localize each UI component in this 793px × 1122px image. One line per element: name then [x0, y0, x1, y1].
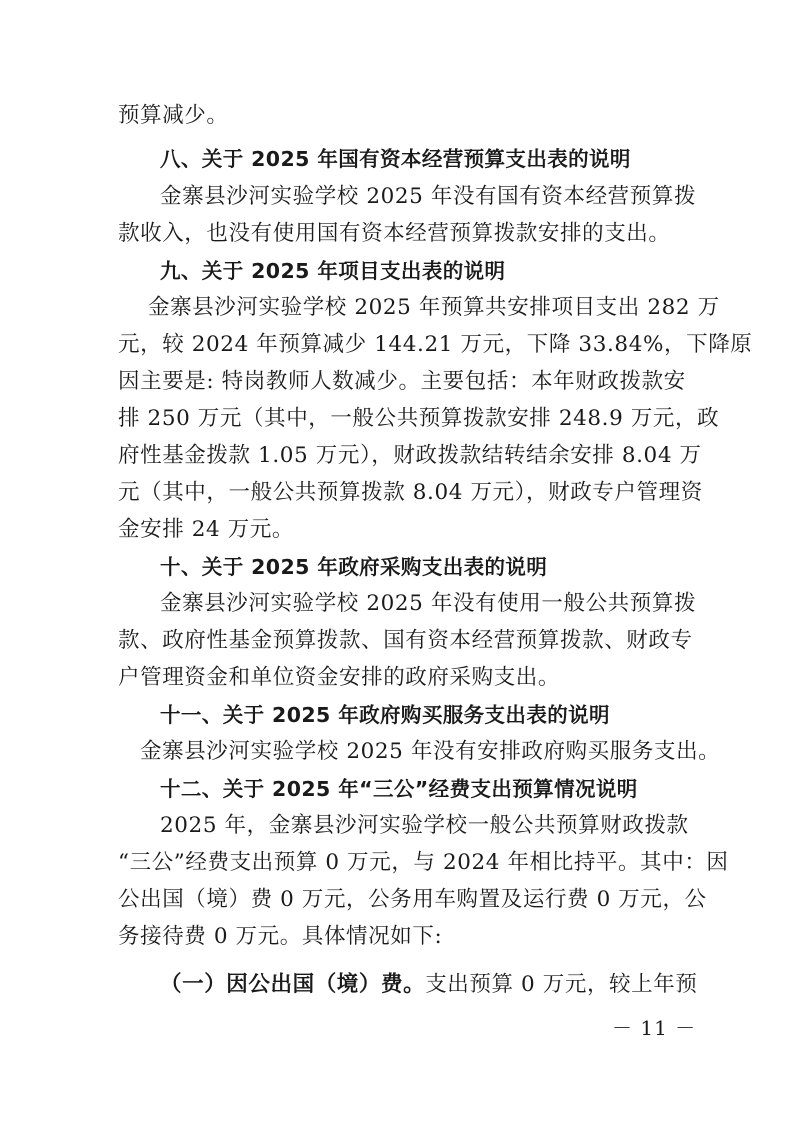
body-text-line: 金寨县沙河实验学校 2025 年没有安排政府购买服务支出。 — [140, 739, 721, 764]
body-text-line: 款收入，也没有使用国有资本经营预算拨款安排的支出。 — [118, 221, 671, 246]
section-heading-8: 八、关于 2025 年国有资本经营预算支出表的说明 — [160, 147, 631, 171]
section-heading-11: 十一、关于 2025 年政府购买服务支出表的说明 — [160, 703, 610, 727]
body-text-fragment: 支出预算 0 万元，较上年预 — [425, 972, 698, 997]
subsection-heading-1: （一）因公出国（境）费。 — [160, 972, 426, 997]
body-text-line: 2025 年，金寨县沙河实验学校一般公共预算财政拨款 — [160, 813, 689, 838]
subsection-line — [160, 970, 697, 1000]
body-text-line: 金安排 24 万元。 — [118, 517, 295, 542]
body-text-line: 金寨县沙河实验学校 2025 年没有使用一般公共预算拨 — [160, 591, 697, 616]
body-text-line: “三公”经费支出预算 0 万元，与 2024 年相比持平。其中：因 — [118, 850, 729, 875]
body-text-line: 务接待费 0 万元。具体情况如下: — [118, 924, 443, 949]
section-heading-10: 十、关于 2025 年政府采购支出表的说明 — [160, 555, 548, 579]
body-text-line: 元（其中，一般公共预算拨款 8.04 万元），财政专户管理资 — [118, 480, 703, 505]
body-text-line: 金寨县沙河实验学校 2025 年没有国有资本经营预算拨 — [160, 184, 697, 209]
body-text-line: 公出国（境）费 0 万元，公务用车购置及运行费 0 万元，公 — [118, 887, 707, 912]
body-text-line: 款、政府性基金预算拨款、国有资本经营预算拨款、财政专 — [118, 628, 693, 653]
body-text-line: 元，较 2024 年预算减少 144.21 万元，下降 33.84%，下降原 — [118, 332, 753, 357]
body-text-line: 排 250 万元（其中，一般公共预算拨款安排 248.9 万元，政 — [118, 406, 720, 431]
body-text-line: 金寨县沙河实验学校 2025 年预算共安排项目支出 282 万 — [148, 295, 720, 320]
section-heading-12: 十二、关于 2025 年“三公”经费支出预算情况说明 — [160, 777, 638, 801]
body-text-line: 府性基金拨款 1.05 万元），财政拨款结转结余安排 8.04 万 — [118, 443, 702, 468]
body-text-line: 户管理资金和单位资金安排的政府采购支出。 — [118, 665, 561, 690]
body-text-line: 因主要是: 特岗教师人数减少。主要包括：本年财政拨款安 — [118, 369, 686, 394]
page-number: － 11 － — [612, 1016, 697, 1040]
section-heading-9: 九、关于 2025 年项目支出表的说明 — [160, 259, 506, 283]
body-text-line: 预算减少。 — [118, 103, 229, 128]
